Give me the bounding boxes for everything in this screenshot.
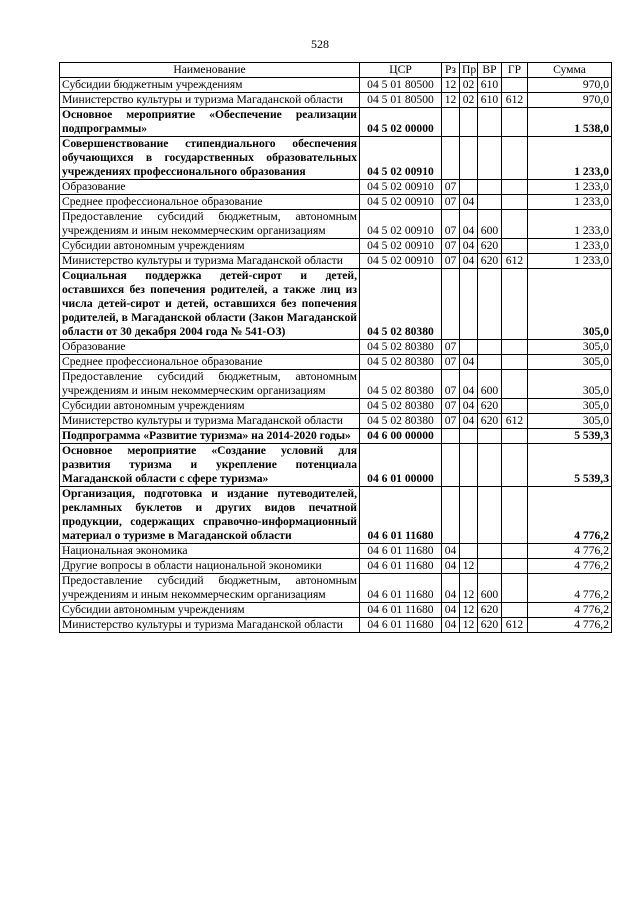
cell-pr: 04 [460,239,478,254]
cell-vr: 620 [478,254,502,269]
cell-vr: 620 [478,399,502,414]
cell-vr: 620 [478,603,502,618]
cell-gr [502,544,528,559]
cell-rz: 07 [442,414,460,429]
cell-vr [478,429,502,444]
cell-gr [502,444,528,487]
cell-gr [502,340,528,355]
table-header-row [60,63,612,78]
table-row [60,574,612,603]
cell-name: Подпрограмма «Развитие туризма» на 2014-2020 годы» [60,429,360,444]
cell-gr: 612 [502,254,528,269]
cell-vr [478,269,502,340]
cell-name: Образование [60,180,360,195]
cell-vr [478,340,502,355]
cell-sum: 4 776,2 [528,487,612,544]
cell-rz: 07 [442,210,460,239]
cell-pr [460,444,478,487]
cell-gr [502,399,528,414]
table-row [60,195,612,210]
cell-csr: 04 5 02 00910 [360,180,442,195]
column-header-vr: ВР [478,63,502,78]
cell-vr: 610 [478,78,502,93]
cell-rz: 07 [442,180,460,195]
cell-pr [460,544,478,559]
cell-vr [478,355,502,370]
column-header-gr: ГР [502,63,528,78]
cell-csr: 04 5 01 80500 [360,78,442,93]
table-row [60,210,612,239]
cell-sum: 970,0 [528,78,612,93]
cell-sum: 305,0 [528,269,612,340]
cell-pr [460,108,478,137]
cell-pr [460,487,478,544]
cell-sum: 4 776,2 [528,603,612,618]
cell-gr [502,78,528,93]
cell-pr: 04 [460,399,478,414]
cell-rz: 07 [442,195,460,210]
cell-name: Субсидии автономным учреждениям [60,239,360,254]
cell-name: Совершенствование стипендиального обеспечения обучающихся в государственных образовательных учреждениях профессионального образования [60,137,360,180]
cell-pr: 04 [460,370,478,399]
cell-rz [442,487,460,544]
table-row [60,559,612,574]
cell-gr [502,137,528,180]
cell-rz: 07 [442,340,460,355]
cell-name: Организация, подготовка и издание путеводителей, рекламных буклетов и других видов печатной продукции, содержащих справочно-информационный материал о туризме в Магаданской области [60,487,360,544]
cell-sum: 970,0 [528,93,612,108]
table-row [60,254,612,269]
table-row [60,444,612,487]
cell-gr [502,559,528,574]
cell-name: Министерство культуры и туризма Магаданской области [60,414,360,429]
cell-csr: 04 6 00 00000 [360,429,442,444]
cell-pr [460,180,478,195]
cell-name: Министерство культуры и туризма Магаданской области [60,618,360,633]
cell-gr: 612 [502,414,528,429]
cell-vr: 600 [478,210,502,239]
cell-gr [502,487,528,544]
cell-pr: 04 [460,210,478,239]
cell-csr: 04 5 02 00000 [360,108,442,137]
table-row [60,399,612,414]
cell-rz: 12 [442,93,460,108]
cell-name: Социальная поддержка детей-сирот и детей, оставшихся без попечения родителей, а также лиц из числа детей-сирот и детей, оставшихся без попечения родителей, в Магаданской области (Закон Магаданской области от 30 декабря 2004 года № 541-ОЗ) [60,269,360,340]
cell-name: Субсидии автономным учреждениям [60,603,360,618]
cell-vr: 620 [478,618,502,633]
cell-rz [442,108,460,137]
table-row [60,603,612,618]
column-header-name: Наименование [60,63,360,78]
cell-csr: 04 6 01 11680 [360,574,442,603]
cell-sum: 1 233,0 [528,180,612,195]
cell-vr [478,559,502,574]
cell-sum: 1 233,0 [528,210,612,239]
cell-pr: 12 [460,574,478,603]
cell-pr [460,269,478,340]
cell-sum: 5 539,3 [528,444,612,487]
cell-sum: 305,0 [528,355,612,370]
cell-pr [460,340,478,355]
cell-rz: 04 [442,618,460,633]
cell-gr [502,370,528,399]
table-row [60,618,612,633]
cell-name: Среднее профессиональное образование [60,355,360,370]
column-header-csr: ЦСР [360,63,442,78]
cell-name: Субсидии автономным учреждениям [60,399,360,414]
cell-csr: 04 5 02 00910 [360,210,442,239]
cell-vr [478,195,502,210]
cell-name: Основное мероприятие «Обеспечение реализации подпрограммы» [60,108,360,137]
cell-rz [442,137,460,180]
cell-csr: 04 5 02 80380 [360,355,442,370]
cell-csr: 04 5 02 80380 [360,414,442,429]
table-row [60,137,612,180]
cell-rz [442,429,460,444]
cell-sum: 4 776,2 [528,559,612,574]
cell-pr: 04 [460,355,478,370]
cell-vr [478,544,502,559]
cell-rz: 12 [442,78,460,93]
cell-rz: 07 [442,399,460,414]
cell-sum: 305,0 [528,399,612,414]
cell-csr: 04 5 02 00910 [360,254,442,269]
table-row [60,340,612,355]
cell-sum: 5 539,3 [528,429,612,444]
cell-rz: 07 [442,254,460,269]
cell-vr: 600 [478,370,502,399]
cell-gr [502,210,528,239]
cell-vr: 620 [478,414,502,429]
cell-csr: 04 5 02 80380 [360,340,442,355]
cell-rz: 04 [442,544,460,559]
table-row [60,355,612,370]
cell-rz [442,444,460,487]
cell-vr [478,108,502,137]
cell-pr: 12 [460,618,478,633]
cell-pr: 02 [460,93,478,108]
cell-name: Предоставление субсидий бюджетным, автономным учреждениям и иным некоммерческим организациям [60,210,360,239]
cell-name: Национальная экономика [60,544,360,559]
cell-sum: 1 233,0 [528,254,612,269]
cell-csr: 04 5 02 00910 [360,137,442,180]
cell-gr [502,355,528,370]
cell-pr: 04 [460,195,478,210]
cell-csr: 04 6 01 00000 [360,444,442,487]
cell-name: Основное мероприятие «Создание условий для развития туризма и укрепление потенциала Магаданской области с сфере туризма» [60,444,360,487]
column-header-pr: Пр [460,63,478,78]
cell-rz: 07 [442,355,460,370]
table-row [60,370,612,399]
cell-pr: 12 [460,603,478,618]
cell-sum: 4 776,2 [528,574,612,603]
cell-gr [502,574,528,603]
cell-gr [502,239,528,254]
cell-name: Субсидии бюджетным учреждениям [60,78,360,93]
cell-gr [502,269,528,340]
table-row [60,108,612,137]
cell-pr [460,137,478,180]
cell-gr [502,603,528,618]
cell-csr: 04 5 02 00910 [360,239,442,254]
table-row [60,239,612,254]
cell-rz: 07 [442,370,460,399]
cell-pr: 04 [460,414,478,429]
cell-vr: 600 [478,574,502,603]
table-row [60,180,612,195]
budget-table [59,62,612,633]
cell-rz [442,269,460,340]
cell-sum: 305,0 [528,414,612,429]
cell-rz: 04 [442,559,460,574]
cell-sum: 305,0 [528,370,612,399]
table-row [60,414,612,429]
cell-name: Предоставление субсидий бюджетным, автономным учреждениям и иным некоммерческим организациям [60,370,360,399]
cell-pr: 12 [460,559,478,574]
cell-name: Образование [60,340,360,355]
cell-vr: 610 [478,93,502,108]
cell-pr: 02 [460,78,478,93]
cell-sum: 1 233,0 [528,195,612,210]
cell-vr [478,487,502,544]
cell-pr: 04 [460,254,478,269]
cell-vr: 620 [478,239,502,254]
column-header-sum: Сумма [528,63,612,78]
table-row [60,269,612,340]
cell-csr: 04 5 02 80380 [360,370,442,399]
table-row [60,93,612,108]
cell-gr [502,180,528,195]
cell-rz: 07 [442,239,460,254]
cell-sum: 4 776,2 [528,618,612,633]
cell-gr [502,195,528,210]
table-row [60,544,612,559]
cell-csr: 04 6 01 11680 [360,544,442,559]
cell-rz: 04 [442,574,460,603]
cell-csr: 04 6 01 11680 [360,618,442,633]
cell-csr: 04 6 01 11680 [360,603,442,618]
cell-vr [478,444,502,487]
table-row [60,78,612,93]
cell-name: Министерство культуры и туризма Магаданской области [60,254,360,269]
column-header-rz: Рз [442,63,460,78]
cell-name: Министерство культуры и туризма Магаданской области [60,93,360,108]
cell-vr [478,137,502,180]
cell-csr: 04 6 01 11680 [360,559,442,574]
cell-sum: 1 538,0 [528,108,612,137]
cell-sum: 305,0 [528,340,612,355]
cell-sum: 1 233,0 [528,239,612,254]
cell-pr [460,429,478,444]
cell-name: Предоставление субсидий бюджетным, автономным учреждениям и иным некоммерческим организациям [60,574,360,603]
cell-sum: 1 233,0 [528,137,612,180]
cell-csr: 04 5 01 80500 [360,93,442,108]
cell-rz: 04 [442,603,460,618]
cell-gr [502,108,528,137]
cell-gr [502,429,528,444]
cell-csr: 04 5 02 80380 [360,269,442,340]
cell-gr: 612 [502,618,528,633]
table-row [60,487,612,544]
cell-csr: 04 5 02 80380 [360,399,442,414]
cell-name: Среднее профессиональное образование [60,195,360,210]
cell-vr [478,180,502,195]
page-number: 528 [311,37,329,51]
cell-csr: 04 6 01 11680 [360,487,442,544]
cell-csr: 04 5 02 00910 [360,195,442,210]
cell-name: Другие вопросы в области национальной экономики [60,559,360,574]
table-row [60,429,612,444]
cell-gr: 612 [502,93,528,108]
cell-sum: 4 776,2 [528,544,612,559]
